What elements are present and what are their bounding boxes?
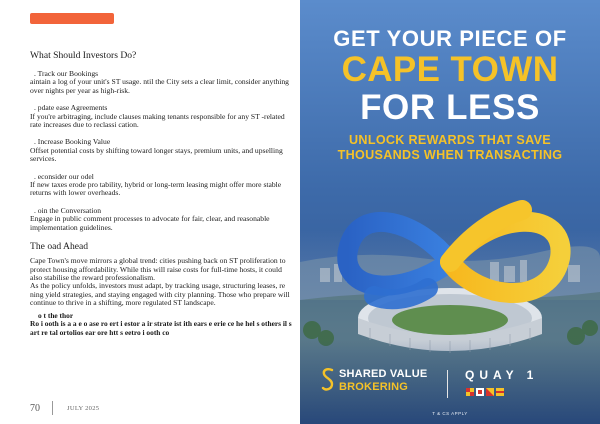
article-paragraph: Cape Town's move mirrors a global trend: cities pushing back on ST proliferation to protect housing affordability. While this will raise costs for full-time hosts, it could also stabilise the reward professionalism. <box>30 256 286 282</box>
article-heading: What Should Investors Do? <box>30 50 137 61</box>
list-item-title: . pdate ease Agreements <box>34 103 108 113</box>
article-subheading: The oad Ahead <box>30 241 89 253</box>
author-bio-title: o t the thor <box>38 310 74 320</box>
ad-subheadline-line2: THOUSANDS WHEN TRANSACTING <box>337 148 563 162</box>
list-item-title: . Increase Booking Value <box>34 137 111 147</box>
list-item-body: aintain a log of your unit's ST usage. ntil the City sets a clear limit, consider anything over nights per year as high-risk. <box>30 77 289 95</box>
list-item <box>30 104 292 129</box>
list-item-body: Engage in public comment processes to advocate for fair, clear, and reasonable implementation guidelines. <box>30 214 270 232</box>
ad-subheadline <box>300 133 600 163</box>
issue-date: JULY 2025 <box>67 404 100 412</box>
list-item-body: If you're arbitraging, include clauses making tenants responsible for any ST -related rate increases due to reclassi cation. <box>30 111 285 130</box>
shared-value-s-icon <box>321 367 335 393</box>
article-paragraph: As the policy unfolds, investors must adapt, by tracking usage, structuring leases, re ning yield strategies, and staying engaged with city planning. Those who prepare will continue to thrive in a shifting, more regulated ST landscape. <box>30 281 290 308</box>
ad-headline-line3: FOR LESS <box>360 88 540 127</box>
footer-divider <box>52 401 53 415</box>
list-item <box>30 70 292 95</box>
page-number: 70 <box>30 402 40 414</box>
list-item <box>30 138 292 163</box>
author-bio <box>30 312 292 338</box>
list-item-title: . econsider our odel <box>34 171 94 181</box>
section-accent-bar <box>30 13 114 24</box>
list-item-title: . Track our Bookings <box>34 69 99 78</box>
list-item-body: Offset potential costs by shifting toward longer stays, premium units, and upselling services. <box>30 145 283 164</box>
page-footer <box>30 402 99 414</box>
article-body <box>30 50 292 337</box>
list-item-body: If new taxes erode pro tability, hybrid or long-term leasing might offer more stable returns with lower overheads. <box>30 180 282 198</box>
ad-subheadline-line1: UNLOCK REWARDS THAT SAVE <box>349 133 551 147</box>
author-bio-text: Ro i ooth is a a e o ase ro ert i estor a ir strate ist ith ears e erie ce he hel s others il s art re tal ortolios ear ore htt s eetro i ooth co <box>30 319 292 337</box>
brand-name-line2: BROKERING <box>339 381 409 393</box>
signal-flags-icon <box>466 388 504 396</box>
advertisement-page <box>300 0 600 424</box>
ad-headline-line1: GET YOUR PIECE OF <box>333 26 567 51</box>
list-item <box>30 207 292 232</box>
list-item-title: . oin the Conversation <box>34 205 102 215</box>
brand-divider <box>447 370 448 398</box>
brand-name-line1: SHARED VALUE <box>339 368 428 380</box>
partner-logo-name: QUAY 1 <box>465 368 539 382</box>
ad-headline-line2: CAPE TOWN <box>341 50 559 89</box>
list-item <box>30 173 292 198</box>
terms-apply: T & CS APPLY <box>432 411 468 416</box>
